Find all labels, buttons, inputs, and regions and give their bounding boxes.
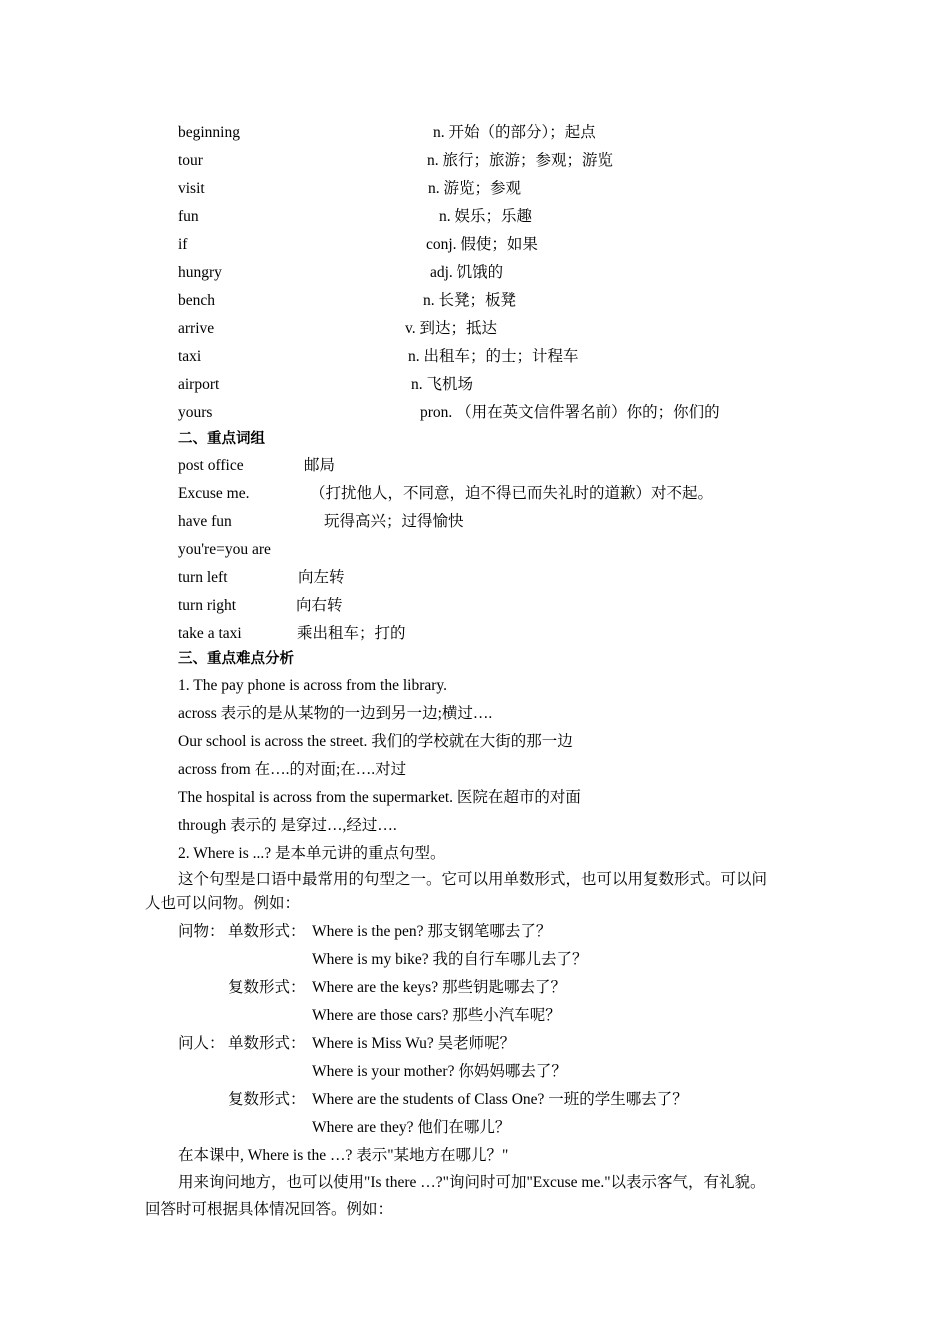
vocab-word: hungry: [178, 264, 222, 281]
example-sentence: Where is the pen? 那支钢笔哪去了？: [312, 923, 552, 940]
phrase-en: take a taxi: [178, 625, 242, 642]
paragraph-line: 这个句型是口语中最常用的句型之一。它可以用单数形式，也可以用复数形式。可以问: [178, 871, 768, 888]
vocab-meaning: n. 游览；参观: [428, 180, 522, 197]
example-form: 复数形式：: [228, 1091, 306, 1108]
phrase-en: turn left: [178, 569, 228, 586]
example-form: 单数形式：: [228, 1035, 306, 1052]
example-sentence: Where is my bike? 我的自行车哪儿去了？: [312, 951, 588, 968]
analysis-line: across 表示的是从某物的一边到另一边;横过….: [178, 705, 493, 722]
vocab-meaning: n. 娱乐；乐趣: [439, 208, 533, 225]
vocab-word: fun: [178, 208, 199, 225]
vocab-word: tour: [178, 152, 203, 169]
vocab-word: if: [178, 236, 188, 253]
vocab-meaning: n. 开始（的部分）；起点: [433, 124, 596, 141]
vocab-meaning: n. 长凳；板凳: [423, 292, 517, 309]
vocab-word: taxi: [178, 348, 202, 365]
vocab-meaning: n. 飞机场: [411, 376, 474, 393]
vocab-word: visit: [178, 180, 205, 197]
example-sentence: Where are those cars? 那些小汽车呢？: [312, 1007, 561, 1024]
example-form: 单数形式：: [228, 923, 306, 940]
analysis-line: across from 在….的对面;在….对过: [178, 761, 407, 778]
vocab-word: yours: [178, 404, 213, 421]
vocab-word: airport: [178, 376, 220, 393]
vocab-meaning: conj. 假使；如果: [426, 236, 538, 253]
analysis-line: through 表示的 是穿过…,经过….: [178, 817, 397, 834]
section-heading: 三、重点难点分析: [178, 651, 294, 667]
phrase-en: have fun: [178, 513, 232, 530]
phrase-zh: 邮局: [304, 457, 336, 474]
vocab-word: beginning: [178, 124, 240, 141]
section-heading: 二、重点词组: [178, 431, 265, 447]
vocab-meaning: adj. 饥饿的: [430, 264, 504, 281]
example-sentence: Where is your mother? 你妈妈哪去了？: [312, 1063, 567, 1080]
phrase-zh: 玩得高兴；过得愉快: [324, 513, 464, 530]
example-sentence: Where is Miss Wu? 吴老师呢？: [312, 1035, 516, 1052]
analysis-line: 1. The pay phone is across from the library.: [178, 677, 448, 694]
paragraph-line: 在本课中, Where is the …? 表示"某地方在哪儿？": [178, 1147, 509, 1164]
example-sentence: Where are the keys? 那些钥匙哪去了？: [312, 979, 566, 996]
analysis-line: The hospital is across from the supermarket. 医院在超市的对面: [178, 789, 581, 806]
vocab-meaning: n. 出租车；的士；计程车: [408, 348, 579, 365]
vocab-word: arrive: [178, 320, 215, 337]
phrase-en: Excuse me.: [178, 485, 250, 502]
phrase-zh: （打扰他人，不同意，迫不得已而失礼时的道歉）对不起。: [310, 485, 714, 502]
phrase-zh: 向左转: [298, 569, 345, 586]
example-sentence: Where are they? 他们在哪儿？: [312, 1119, 511, 1136]
vocab-meaning: n. 旅行；旅游；参观；游览: [427, 152, 614, 169]
vocab-meaning: v. 到达；抵达: [405, 320, 497, 337]
phrase-zh: 乘出租车；打的: [297, 625, 406, 642]
phrase-en: post office: [178, 457, 244, 474]
vocab-meaning: pron. （用在英文信件署名前）你的；你们的: [420, 404, 720, 421]
paragraph-line: 用来询问地方，也可以使用"Is there …?"询问时可加"Excuse me."以表示客气，有礼貌。: [178, 1174, 766, 1191]
phrase-en: turn right: [178, 597, 237, 614]
analysis-line: 2. Where is ...? 是本单元讲的重点句型。: [178, 845, 446, 862]
paragraph-line: 回答时可根据具体情况回答。例如：: [145, 1201, 394, 1218]
paragraph-line: 人也可以问物。例如：: [145, 895, 301, 912]
phrase-zh: 向右转: [296, 597, 343, 614]
example-category: 问物：: [178, 923, 225, 940]
example-sentence: Where are the students of Class One? 一班的学生哪去了？: [312, 1091, 688, 1108]
phrase-en: you're=you are: [178, 541, 271, 558]
vocab-word: bench: [178, 292, 216, 309]
example-category: 问人：: [178, 1035, 225, 1052]
analysis-line: Our school is across the street. 我们的学校就在大街的那一边: [178, 733, 573, 750]
example-form: 复数形式：: [228, 979, 306, 996]
